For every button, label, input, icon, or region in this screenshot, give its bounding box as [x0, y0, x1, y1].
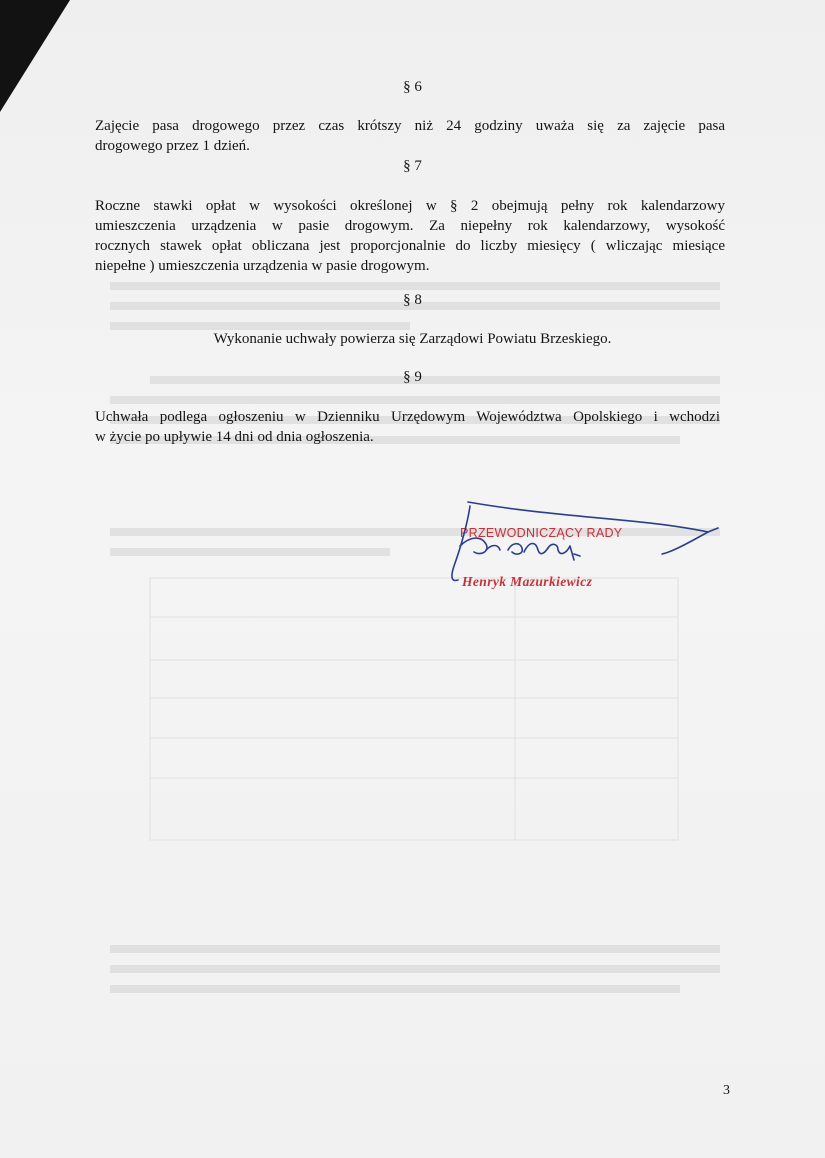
section-9-line-1: Uchwała podlega ogłoszeniu w Dzienniku Urzędowym Województwa Opolskiego i wchodzi [95, 409, 720, 425]
section-7-text [95, 196, 725, 276]
page-number: 3 [723, 1083, 730, 1098]
section-8-heading: § 8 [403, 292, 422, 308]
section-9-heading: § 9 [403, 369, 422, 385]
section-6-line-1: Zajęcie pasa drogowego przez czas krótszy niż 24 godziny uważa się za zajęcie pasa [95, 118, 725, 134]
section-7-heading: § 7 [403, 158, 422, 174]
section-8-text: Wykonanie uchwały powierza się Zarządowi Powiatu Brzeskiego. [213, 331, 612, 347]
section-6-heading: § 6 [403, 79, 422, 95]
stamp-name: Henryk Mazurkiewicz [462, 574, 593, 589]
section-7-line-2: umieszczenia urządzenia w pasie drogowym. Za niepełny rok kalendarzowy, wysokość [95, 218, 725, 234]
section-6-text [95, 116, 725, 156]
section-6-line-2: drogowego przez 1 dzień. [95, 138, 250, 154]
section-9-text [95, 407, 720, 447]
section-7-line-3: rocznych stawek opłat obliczana jest proporcjonalnie do liczby miesięcy ( wliczając miesiące [95, 238, 725, 254]
section-7-line-4: niepełne ) umieszczenia urządzenia w pasie drogowym. [95, 258, 430, 274]
section-9-line-2: w życie po upływie 14 dni od dnia ogłoszenia. [95, 429, 374, 445]
stamp-title: PRZEWODNICZĄCY RADY [460, 526, 623, 540]
section-7-line-1: Roczne stawki opłat w wysokości określonej w § 2 obejmują pełny rok kalendarzowy [95, 198, 725, 214]
